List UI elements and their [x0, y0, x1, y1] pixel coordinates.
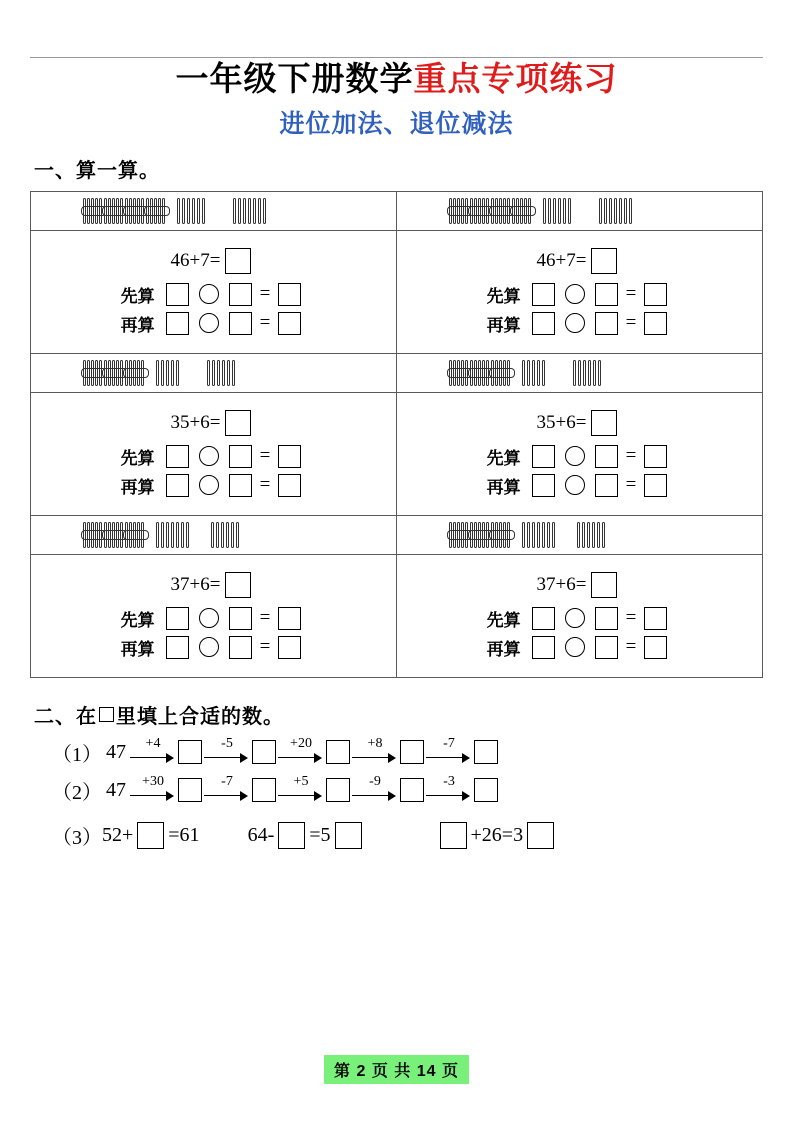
- chain-arrow: [352, 736, 398, 765]
- table-row: [31, 515, 763, 554]
- second-step-line: [397, 311, 762, 336]
- expression-text: 46+7=: [536, 249, 587, 271]
- first-step-label: 先算: [120, 610, 155, 630]
- expression-line: [397, 572, 762, 598]
- chain-start-value: 47: [106, 740, 126, 763]
- first-step-line: [31, 606, 396, 631]
- answer-box[interactable]: [644, 445, 667, 468]
- answer-box[interactable]: [225, 248, 251, 274]
- table-row: [31, 554, 763, 677]
- chain-row-1: [52, 738, 763, 767]
- stick-bundle: [449, 360, 469, 386]
- chain-operator: -9: [369, 774, 381, 790]
- equals-sign: =: [259, 312, 271, 334]
- loose-sticks-group: [522, 360, 547, 386]
- second-step-label: 再算: [120, 315, 155, 335]
- stick-bundle: [125, 360, 145, 386]
- answer-box[interactable]: [229, 607, 252, 630]
- answer-box[interactable]: [644, 312, 667, 335]
- first-step-line: [397, 606, 762, 631]
- chain-operator: -5: [221, 736, 233, 752]
- answer-box[interactable]: [178, 740, 202, 764]
- chain-operator: -7: [443, 736, 455, 752]
- first-step-label: 先算: [120, 286, 155, 306]
- chain-operator: +8: [367, 736, 383, 752]
- chain-operator: -7: [221, 774, 233, 790]
- chain-arrow: [130, 774, 176, 803]
- chain-arrow: [204, 774, 250, 803]
- sticks-illustration: [31, 520, 396, 550]
- chain-operator: +20: [290, 736, 312, 752]
- answer-box[interactable]: [229, 445, 252, 468]
- sticks-cell-4: [397, 353, 763, 392]
- expression-line: [31, 410, 396, 436]
- stick-bundle: [470, 198, 490, 224]
- answer-box[interactable]: [644, 636, 667, 659]
- answer-box[interactable]: [532, 636, 555, 659]
- expression-line: [397, 248, 762, 274]
- stick-bundle: [83, 360, 103, 386]
- operator-circle[interactable]: [565, 637, 585, 657]
- equals-sign: =: [625, 445, 637, 467]
- second-step-label: 再算: [486, 315, 521, 335]
- work-cell-4: [397, 392, 763, 515]
- answer-box[interactable]: [166, 312, 189, 335]
- expression-text: 37+6=: [170, 573, 221, 595]
- exercise-table: [30, 191, 763, 678]
- stick-bundle: [104, 522, 124, 548]
- answer-box[interactable]: [644, 283, 667, 306]
- fill-item-3: [436, 822, 559, 849]
- answer-box[interactable]: [440, 822, 467, 849]
- sticks-cell-3: [31, 353, 397, 392]
- equals-sign: =: [625, 312, 637, 334]
- first-step-label: 先算: [486, 610, 521, 630]
- expression-text: 35+6=: [170, 411, 221, 433]
- answer-box[interactable]: [474, 778, 498, 802]
- loose-sticks-group: [573, 360, 603, 386]
- chain-arrow: [426, 774, 472, 803]
- chain-start-value: 47: [106, 778, 126, 801]
- operator-circle[interactable]: [199, 284, 219, 304]
- first-step-label: 先算: [486, 286, 521, 306]
- row-index: （3）: [52, 826, 102, 849]
- work-cell-5: [31, 554, 397, 677]
- answer-box[interactable]: [278, 312, 301, 335]
- work-cell-3: [31, 392, 397, 515]
- sticks-illustration: [397, 358, 762, 388]
- answer-box[interactable]: [225, 410, 251, 436]
- answer-box[interactable]: [229, 636, 252, 659]
- second-step-label: 再算: [120, 639, 155, 659]
- answer-box[interactable]: [166, 474, 189, 497]
- chain-arrow: [352, 774, 398, 803]
- answer-box[interactable]: [326, 740, 350, 764]
- second-step-line: [31, 635, 396, 660]
- chain-row-2: [52, 776, 763, 805]
- fill-item-2: [248, 822, 366, 849]
- work-cell-6: [397, 554, 763, 677]
- page-title: [30, 0, 763, 100]
- answer-box[interactable]: [595, 636, 618, 659]
- page-footer: [0, 1055, 793, 1084]
- answer-box[interactable]: [532, 474, 555, 497]
- answer-box[interactable]: [400, 778, 424, 802]
- equals-sign: =: [259, 445, 271, 467]
- first-step-line: [397, 282, 762, 307]
- equals-sign: =: [625, 474, 637, 496]
- operator-circle[interactable]: [565, 446, 585, 466]
- first-step-line: [31, 444, 396, 469]
- answer-box[interactable]: [595, 607, 618, 630]
- first-step-label: 先算: [120, 448, 155, 468]
- stick-bundle: [125, 522, 145, 548]
- loose-sticks-group: [207, 360, 237, 386]
- sticks-illustration: [31, 196, 396, 226]
- loose-sticks-group: [577, 522, 607, 548]
- page-title-prefix: 一年级下册数学: [175, 62, 414, 98]
- stick-bundle: [470, 360, 490, 386]
- answer-box[interactable]: [229, 474, 252, 497]
- equals-sign: =: [259, 607, 271, 629]
- answer-box[interactable]: [326, 778, 350, 802]
- answer-box[interactable]: [591, 248, 617, 274]
- first-step-line: [31, 282, 396, 307]
- stick-bundle: [146, 198, 166, 224]
- answer-box[interactable]: [591, 572, 617, 598]
- answer-box[interactable]: [278, 283, 301, 306]
- answer-box[interactable]: [595, 283, 618, 306]
- box-glyph-icon: [99, 707, 114, 722]
- loose-sticks-group: [177, 198, 207, 224]
- chain-operator: +4: [145, 736, 161, 752]
- stick-bundle: [125, 198, 145, 224]
- answer-box[interactable]: [591, 410, 617, 436]
- operator-circle[interactable]: [199, 475, 219, 495]
- fill-item-suffix: =5: [309, 823, 331, 846]
- loose-sticks-group: [233, 198, 268, 224]
- operator-circle[interactable]: [565, 284, 585, 304]
- chain-arrow: [204, 736, 250, 765]
- answer-box[interactable]: [278, 445, 301, 468]
- expression-text: 35+6=: [536, 411, 587, 433]
- work-cell-2: [397, 230, 763, 353]
- operator-circle[interactable]: [565, 608, 585, 628]
- answer-box[interactable]: [225, 572, 251, 598]
- answer-box[interactable]: [532, 312, 555, 335]
- loose-sticks-group: [211, 522, 241, 548]
- equals-sign: =: [259, 474, 271, 496]
- answer-box[interactable]: [644, 607, 667, 630]
- table-row: [31, 392, 763, 515]
- stick-bundle: [491, 360, 511, 386]
- stick-bundle: [83, 522, 103, 548]
- fill-item-suffix: =61: [168, 823, 200, 846]
- answer-box[interactable]: [335, 822, 362, 849]
- sticks-illustration: [397, 520, 762, 550]
- chain-arrow: [130, 736, 176, 765]
- work-cell-1: [31, 230, 397, 353]
- chain-arrow: [278, 774, 324, 803]
- answer-box[interactable]: [252, 740, 276, 764]
- sticks-cell-6: [397, 515, 763, 554]
- answer-box[interactable]: [278, 636, 301, 659]
- page-title-highlight: 重点专项练习: [413, 62, 618, 98]
- answer-box[interactable]: [166, 636, 189, 659]
- loose-sticks-group: [599, 198, 634, 224]
- fill-item-prefix: 64-: [247, 823, 275, 846]
- table-row: [31, 353, 763, 392]
- table-row: [31, 230, 763, 353]
- chain-index: （1）: [52, 743, 102, 766]
- second-step-line: [31, 311, 396, 336]
- stick-bundle: [449, 198, 469, 224]
- stick-bundle: [104, 198, 124, 224]
- answer-box[interactable]: [137, 822, 164, 849]
- fill-item-prefix: 52+: [102, 823, 134, 846]
- loose-sticks-group: [156, 522, 191, 548]
- answer-box[interactable]: [595, 474, 618, 497]
- answer-box[interactable]: [278, 822, 305, 849]
- answer-box[interactable]: [532, 445, 555, 468]
- answer-box[interactable]: [532, 283, 555, 306]
- page-number-badge: 第 2 页 共 14 页: [324, 1055, 469, 1084]
- stick-bundle: [512, 198, 532, 224]
- answer-box[interactable]: [166, 283, 189, 306]
- section-one-heading: 一、算一算。: [34, 159, 160, 182]
- section-two-heading-after: 里填上合适的数。: [116, 705, 284, 728]
- operator-circle[interactable]: [199, 446, 219, 466]
- operator-circle[interactable]: [565, 475, 585, 495]
- equals-sign: =: [625, 283, 637, 305]
- expression-text: 37+6=: [536, 573, 587, 595]
- chain-index: （2）: [52, 781, 102, 804]
- stick-bundle: [449, 522, 469, 548]
- first-step-label: 先算: [486, 448, 521, 468]
- second-step-line: [397, 473, 762, 498]
- answer-box[interactable]: [229, 283, 252, 306]
- equals-sign: =: [625, 636, 637, 658]
- stick-bundle: [104, 360, 124, 386]
- equals-sign: =: [259, 283, 271, 305]
- answer-box[interactable]: [400, 740, 424, 764]
- second-step-line: [397, 635, 762, 660]
- stick-bundle: [83, 198, 103, 224]
- header-divider: [30, 57, 763, 58]
- answer-box[interactable]: [595, 445, 618, 468]
- sticks-cell-2: [397, 191, 763, 230]
- equals-sign: =: [259, 636, 271, 658]
- stick-bundle: [491, 198, 511, 224]
- operator-circle[interactable]: [565, 313, 585, 333]
- sticks-illustration: [397, 196, 762, 226]
- loose-sticks-group: [522, 522, 557, 548]
- sticks-illustration: [31, 358, 396, 388]
- answer-box[interactable]: [532, 607, 555, 630]
- chain-arrow: [278, 736, 324, 765]
- second-step-line: [31, 473, 396, 498]
- operator-circle[interactable]: [199, 313, 219, 333]
- answer-box[interactable]: [166, 445, 189, 468]
- answer-box[interactable]: [644, 474, 667, 497]
- operator-circle[interactable]: [199, 637, 219, 657]
- answer-box[interactable]: [278, 607, 301, 630]
- stick-bundle: [470, 522, 490, 548]
- answer-box[interactable]: [252, 778, 276, 802]
- chain-operator: +30: [142, 774, 164, 790]
- answer-box[interactable]: [474, 740, 498, 764]
- chain-operator: +5: [293, 774, 309, 790]
- first-step-line: [397, 444, 762, 469]
- chain-operator: -3: [443, 774, 455, 790]
- answer-box[interactable]: [595, 312, 618, 335]
- answer-box[interactable]: [527, 822, 554, 849]
- sticks-cell-1: [31, 191, 397, 230]
- answer-box[interactable]: [278, 474, 301, 497]
- loose-sticks-group: [543, 198, 573, 224]
- second-step-label: 再算: [486, 477, 521, 497]
- sticks-cell-5: [31, 515, 397, 554]
- section-two-heading: [34, 700, 763, 729]
- second-step-label: 再算: [120, 477, 155, 497]
- expression-text: 46+7=: [170, 249, 221, 271]
- operator-circle[interactable]: [199, 608, 219, 628]
- answer-box[interactable]: [229, 312, 252, 335]
- table-row: [31, 191, 763, 230]
- expression-line: [31, 572, 396, 598]
- stick-bundle: [491, 522, 511, 548]
- answer-box[interactable]: [166, 607, 189, 630]
- chain-arrow: [426, 736, 472, 765]
- fill-item-1: [102, 822, 200, 849]
- section-two-heading-before: 二、在: [34, 705, 97, 728]
- page-subtitle: 进位加法、退位减法: [279, 110, 514, 138]
- equals-sign: =: [625, 607, 637, 629]
- answer-box[interactable]: [178, 778, 202, 802]
- fill-item-suffix: +26=3: [470, 823, 524, 846]
- expression-line: [397, 410, 762, 436]
- second-step-label: 再算: [486, 639, 521, 659]
- fill-in-row-3: [52, 821, 763, 850]
- expression-line: [31, 248, 396, 274]
- loose-sticks-group: [156, 360, 181, 386]
